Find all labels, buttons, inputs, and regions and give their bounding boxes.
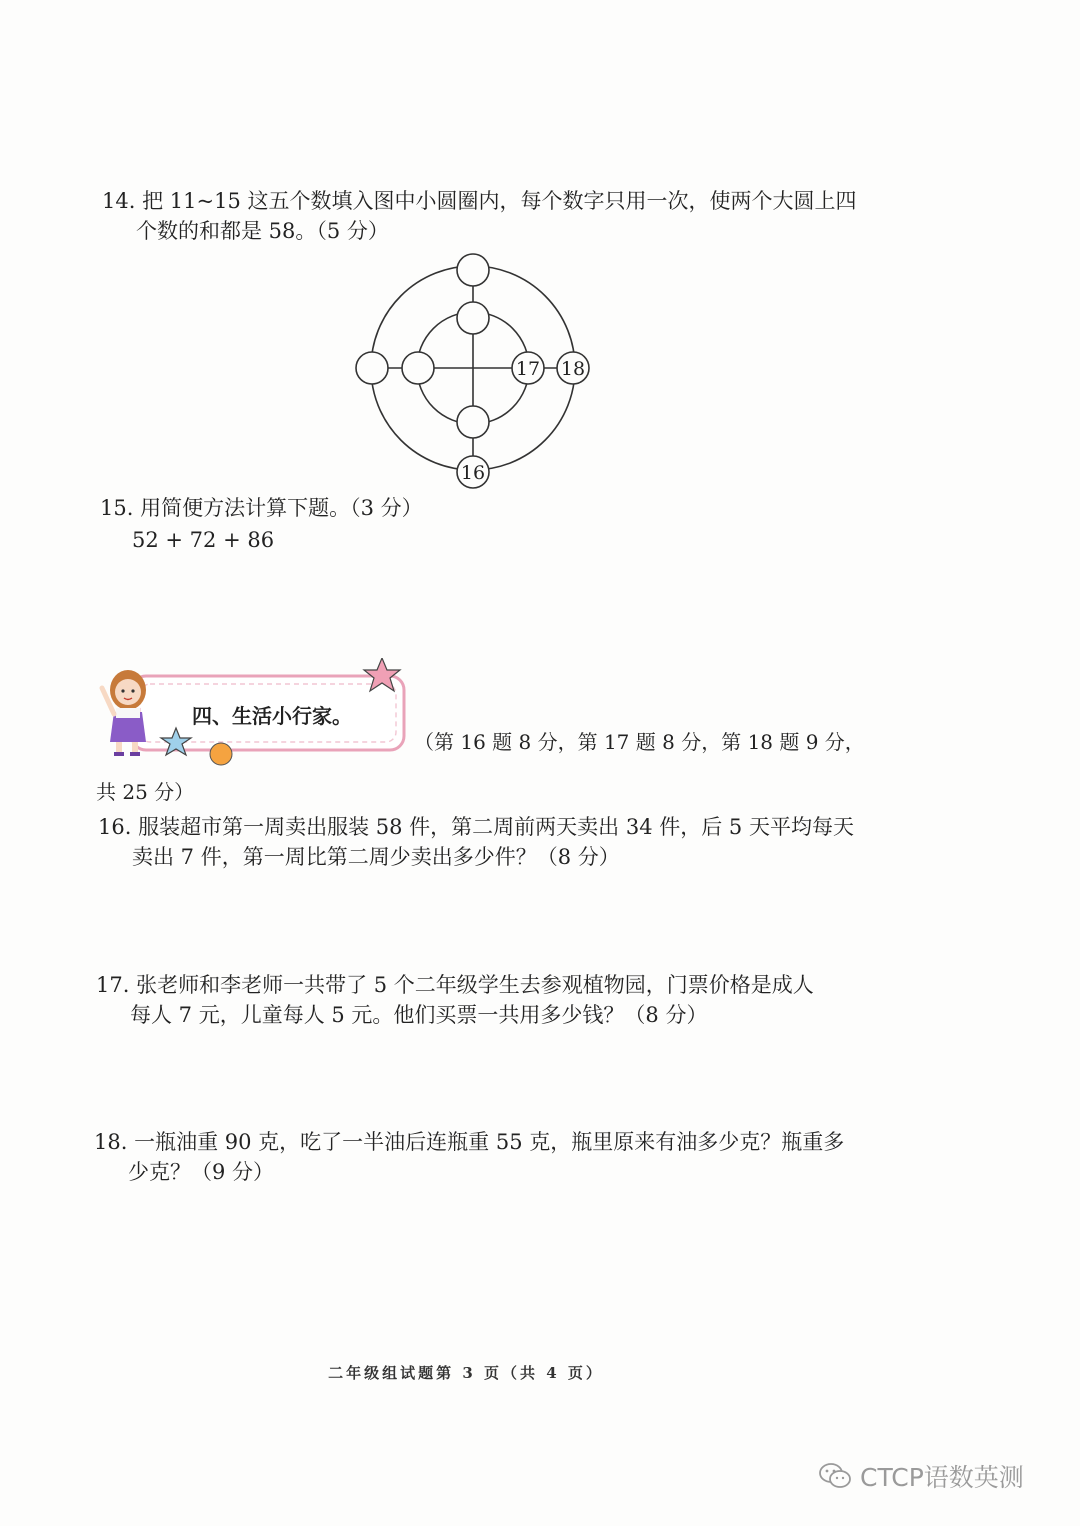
question-15 bbox=[100, 493, 423, 555]
watermark bbox=[818, 1458, 1024, 1494]
question-text-cont: 每人 7 元，儿童每人 5 元。他们买票一共用多少钱？（8 分） bbox=[130, 1003, 708, 1027]
question-number: 15. bbox=[100, 496, 134, 520]
question-number: 16. bbox=[98, 815, 132, 839]
blank-node-bottom-inner[interactable] bbox=[457, 406, 489, 438]
section-scores: （第 16 题 8 分，第 17 题 8 分，第 18 题 9 分， bbox=[414, 730, 865, 754]
section-total: 共 25 分） bbox=[96, 780, 195, 804]
question-text: 用简便方法计算下题。（3 分） bbox=[140, 496, 423, 520]
node-label-bottom-outer: 16 bbox=[460, 462, 486, 484]
question-text: 张老师和李老师一共带了 5 个二年级学生去参观植物园，门票价格是成人 bbox=[136, 973, 814, 997]
question-text: 服装超市第一周卖出服装 58 件，第二周前两天卖出 34 件，后 5 天平均每天 bbox=[138, 815, 854, 839]
question-number: 14. bbox=[102, 189, 136, 213]
wechat-icon bbox=[818, 1461, 852, 1491]
question-number: 18. bbox=[94, 1130, 128, 1154]
question-text: 一瓶油重 90 克，吃了一半油后连瓶重 55 克，瓶里原来有油多少克？瓶重多 bbox=[134, 1130, 845, 1154]
watermark-text: CTCP语数英测 bbox=[860, 1463, 1024, 1492]
blank-node-left-inner[interactable] bbox=[402, 352, 434, 384]
math-expression: 52 + 72 + 86 bbox=[132, 528, 275, 552]
circle-diagram bbox=[352, 250, 592, 490]
question-14 bbox=[102, 186, 856, 246]
section-title: 四、生活小行家。 bbox=[192, 704, 352, 728]
blank-node-top-outer[interactable] bbox=[457, 254, 489, 286]
question-18 bbox=[94, 1127, 844, 1187]
question-17 bbox=[96, 970, 814, 1030]
blank-node-left-outer[interactable] bbox=[356, 352, 388, 384]
orange-dot-icon bbox=[210, 743, 232, 765]
question-text-cont: 卖出 7 件，第一周比第二周少卖出多少件？（8 分） bbox=[132, 845, 620, 869]
question-text-cont: 个数的和都是 58。（5 分） bbox=[136, 219, 389, 243]
question-number: 17. bbox=[96, 973, 130, 997]
node-label-right-outer: 18 bbox=[560, 358, 586, 380]
node-label-right-inner: 17 bbox=[515, 358, 541, 380]
blank-node-top-inner[interactable] bbox=[457, 302, 489, 334]
question-16 bbox=[98, 812, 854, 872]
question-text-cont: 少克？（9 分） bbox=[128, 1160, 275, 1184]
page-footer: 二年级组试题第 3 页（共 4 页） bbox=[328, 1364, 604, 1382]
question-text: 把 11~15 这五个数填入图中小圆圈内，每个数字只用一次，使两个大圆上四 bbox=[142, 189, 857, 213]
